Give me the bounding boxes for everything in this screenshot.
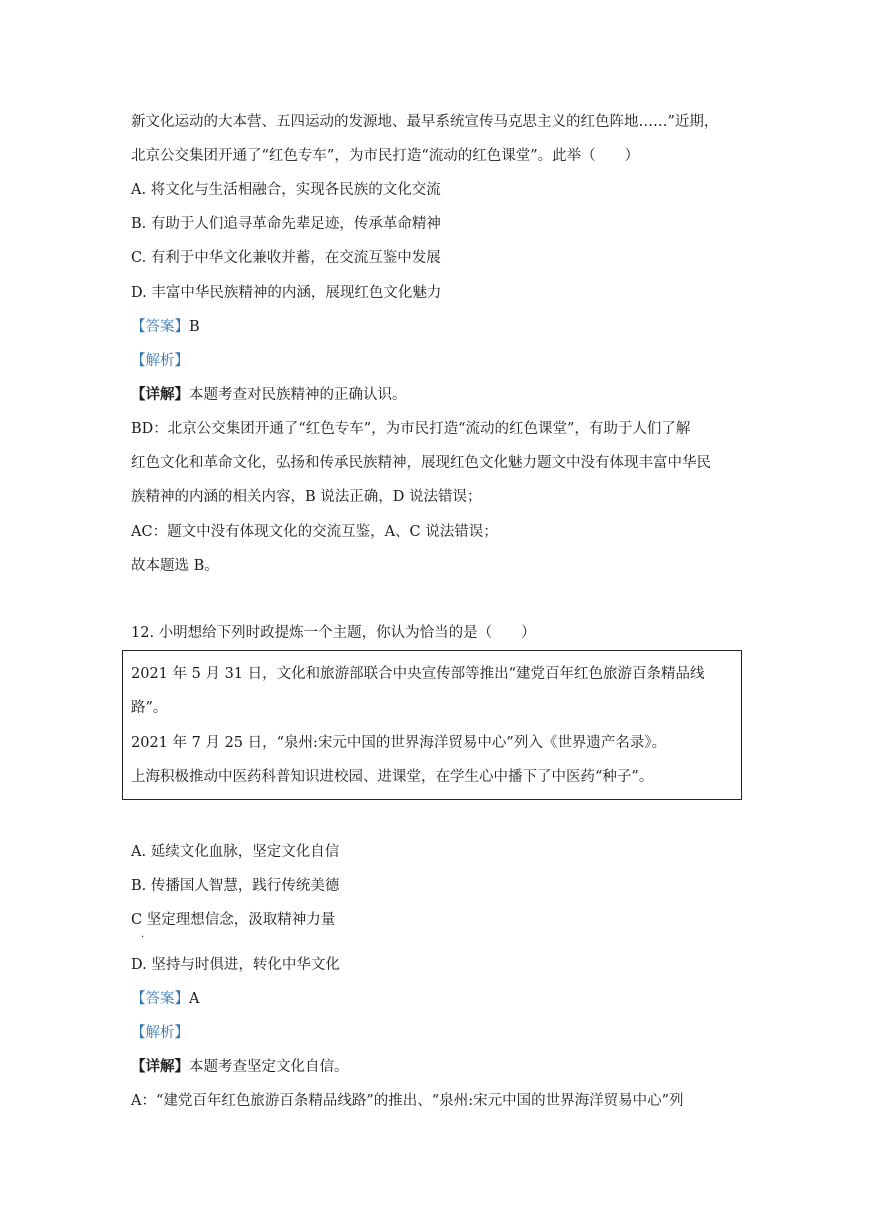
- q11-option-b: B. 有助于人们追寻革命先辈足迹，传承革命精神: [131, 216, 441, 232]
- q12-option-a: A. 延续文化血脉，坚定文化自信: [131, 844, 340, 860]
- q11-explain-line-2: 红色文化和革命文化，弘扬和传承民族精神，展现红色文化魅力题文中没有体现丰富中华民: [131, 455, 711, 471]
- q12-detail: [131, 1057, 349, 1077]
- q12-answer: [131, 989, 199, 1009]
- q11-option-c: C. 有利于中华文化兼收并蓄，在交流互鉴中发展: [131, 250, 441, 266]
- q11-detail-text: 本题考查对民族精神的正确认识。: [189, 387, 407, 403]
- q12-material-line-1: 2021 年 5 月 31 日，文化和旅游部联合中央宣传部等推出“建党百年红色旅游百条精品线: [131, 666, 705, 682]
- q12-option-c: C 坚定理想信念，汲取精神力量: [131, 912, 336, 928]
- q11-option-a: A. 将文化与生活相融合，实现各民族的文化交流: [131, 182, 441, 198]
- q12-detail-text: 本题考查坚定文化自信。: [189, 1059, 349, 1075]
- q12-answer-value: A: [189, 991, 200, 1007]
- q12-detail-label: 【详解】: [131, 1058, 189, 1075]
- q12-option-d: D. 坚持与时俱进，转化中华文化: [131, 957, 340, 973]
- q11-detail-label: 【详解】: [131, 386, 189, 403]
- q11-answer-value: B: [189, 319, 200, 335]
- q12-analysis-label: 【解析】: [131, 1025, 189, 1041]
- q11-option-d: D. 丰富中华民族精神的内涵，展现红色文化魅力: [131, 285, 442, 301]
- q12-option-c-dot: ·: [141, 932, 145, 943]
- q11-explain-line-1: BD：北京公交集团开通了“红色专车”，为市民打造“流动的红色课堂”，有助于人们了解: [131, 421, 691, 437]
- q11-detail: [131, 385, 407, 405]
- q11-stem-line-2: 北京公交集团开通了“红色专车”，为市民打造“流动的红色课堂”。此举（ ）: [131, 148, 640, 164]
- q12-material-line-4: 上海积极推动中医药科普知识进校园、进课堂，在学生心中播下了中医药“种子”。: [131, 769, 654, 785]
- q12-explain-line-1: A：“建党百年红色旅游百条精品线路”的推出、“泉州:宋元中国的世界海洋贸易中心”列: [131, 1093, 684, 1109]
- q11-stem-line-1: 新文化运动的大本营、五四运动的发源地、最早系统宣传马克思主义的红色阵地……”近期，: [131, 114, 719, 130]
- q11-answer: [131, 317, 200, 337]
- q11-answer-label: 【答案】: [131, 319, 189, 335]
- q12-material-box: [122, 650, 742, 800]
- q12-material-line-3: 2021 年 7 月 25 日，“泉州:宋元中国的世界海洋贸易中心”列入《世界遗产名录》。: [131, 735, 667, 751]
- q12-answer-label: 【答案】: [131, 991, 189, 1007]
- q11-analysis-label: 【解析】: [131, 353, 189, 369]
- q11-explain-line-5: 故本题选 B。: [131, 558, 219, 574]
- q12-option-b: B. 传播国人智慧，践行传统美德: [131, 878, 340, 894]
- q11-explain-line-4: AC：题文中没有体现文化的交流互鉴，A、C 说法错误；: [131, 524, 498, 540]
- q11-explain-line-3: 族精神的内涵的相关内容，B 说法正确，D 说法错误；: [131, 489, 482, 505]
- q12-stem: 12. 小明想给下列时政提炼一个主题，你认为恰当的是（ ）: [131, 625, 536, 641]
- q12-material-line-2: 路”。: [131, 700, 168, 716]
